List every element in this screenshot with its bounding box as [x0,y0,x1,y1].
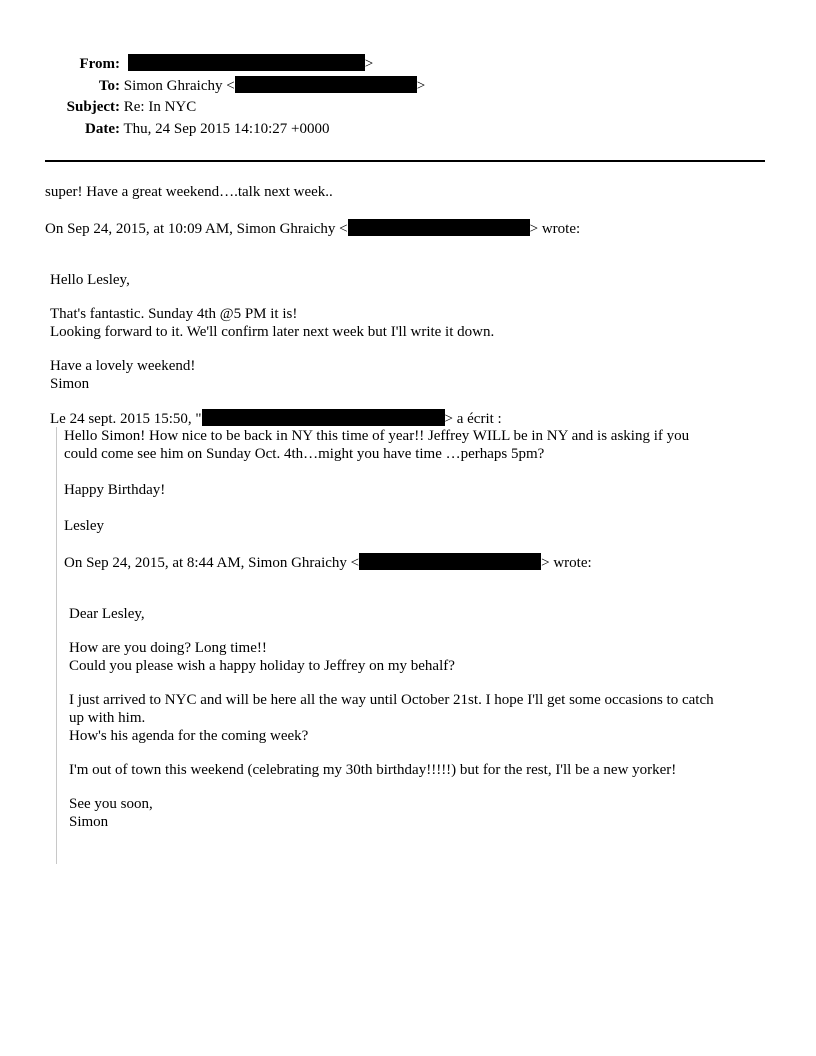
date-row [0,120,329,138]
simon-reply-greeting: Hello Lesley, [50,272,130,288]
redacted-lesley-address [202,409,445,426]
original-line1: How are you doing? Long time!! [69,640,267,656]
original-greeting: Dear Lesley, [69,606,145,622]
simon-reply-line3: Have a lovely weekend! [50,358,196,374]
simon-reply-attribution-suffix: > a écrit : [444,411,502,427]
from-suffix: > [364,56,374,72]
reply-attribution-prefix: On Sep 24, 2015, at 10:09 AM, Simon Ghraichy < [45,221,348,237]
original-line5: How's his agenda for the coming week? [69,728,309,744]
to-name: Simon Ghraichy < [123,78,235,94]
header-divider [45,160,765,162]
simon-reply-signature: Simon [50,376,90,392]
from-row [0,54,373,73]
lesley-line2: could come see him on Sunday Oct. 4th…might you have time …perhaps 5pm? [64,446,545,462]
lesley-line1: Hello Simon! How nice to be back in NY this time of year!! Jeffrey WILL be in NY and is asking if you [64,428,690,444]
simon-reply-line2: Looking forward to it. We'll confirm later next week but I'll write it down. [50,324,495,340]
to-row [0,76,425,95]
lesley-signature: Lesley [64,518,104,534]
subject-label: Subject: [66,99,120,115]
simon-reply-attribution [50,409,502,428]
subject-row [0,98,196,116]
lesley-attribution [64,553,592,572]
redacted-to-address [235,76,417,93]
redacted-from-address [128,54,365,71]
date-value: Thu, 24 Sep 2015 14:10:27 +0000 [123,121,330,137]
subject-value: Re: In NYC [123,99,197,115]
date-label: Date: [85,121,120,137]
original-closing: See you soon, [69,796,153,812]
original-line6: I'm out of town this weekend (celebrating my 30th birthday!!!!!) but for the rest, I'll be a new yorker! [69,762,677,778]
reply-attribution [45,219,580,238]
quote-bar-inner [56,590,57,864]
redacted-simon-address [359,553,541,570]
reply-body: super! Have a great weekend….talk next week.. [45,184,333,200]
lesley-attribution-prefix: On Sep 24, 2015, at 8:44 AM, Simon Ghraichy < [64,555,360,571]
original-signature: Simon [69,814,109,830]
redacted-reply-address [348,219,530,236]
simon-reply-line1: That's fantastic. Sunday 4th @5 PM it is! [50,306,298,322]
original-line2: Could you please wish a happy holiday to Jeffrey on my behalf? [69,658,455,674]
from-label: From: [79,56,120,72]
reply-attribution-suffix: > wrote: [529,221,581,237]
original-line3: I just arrived to NYC and will be here all the way until October 21st. I hope I'll get some occasions to catch [69,692,714,708]
lesley-line3: Happy Birthday! [64,482,166,498]
lesley-attribution-suffix: > wrote: [541,555,592,571]
to-label: To: [98,78,120,94]
to-suffix: > [416,78,426,94]
original-line4: up with him. [69,710,146,726]
simon-reply-attribution-prefix: Le 24 sept. 2015 15:50, " [50,411,202,427]
